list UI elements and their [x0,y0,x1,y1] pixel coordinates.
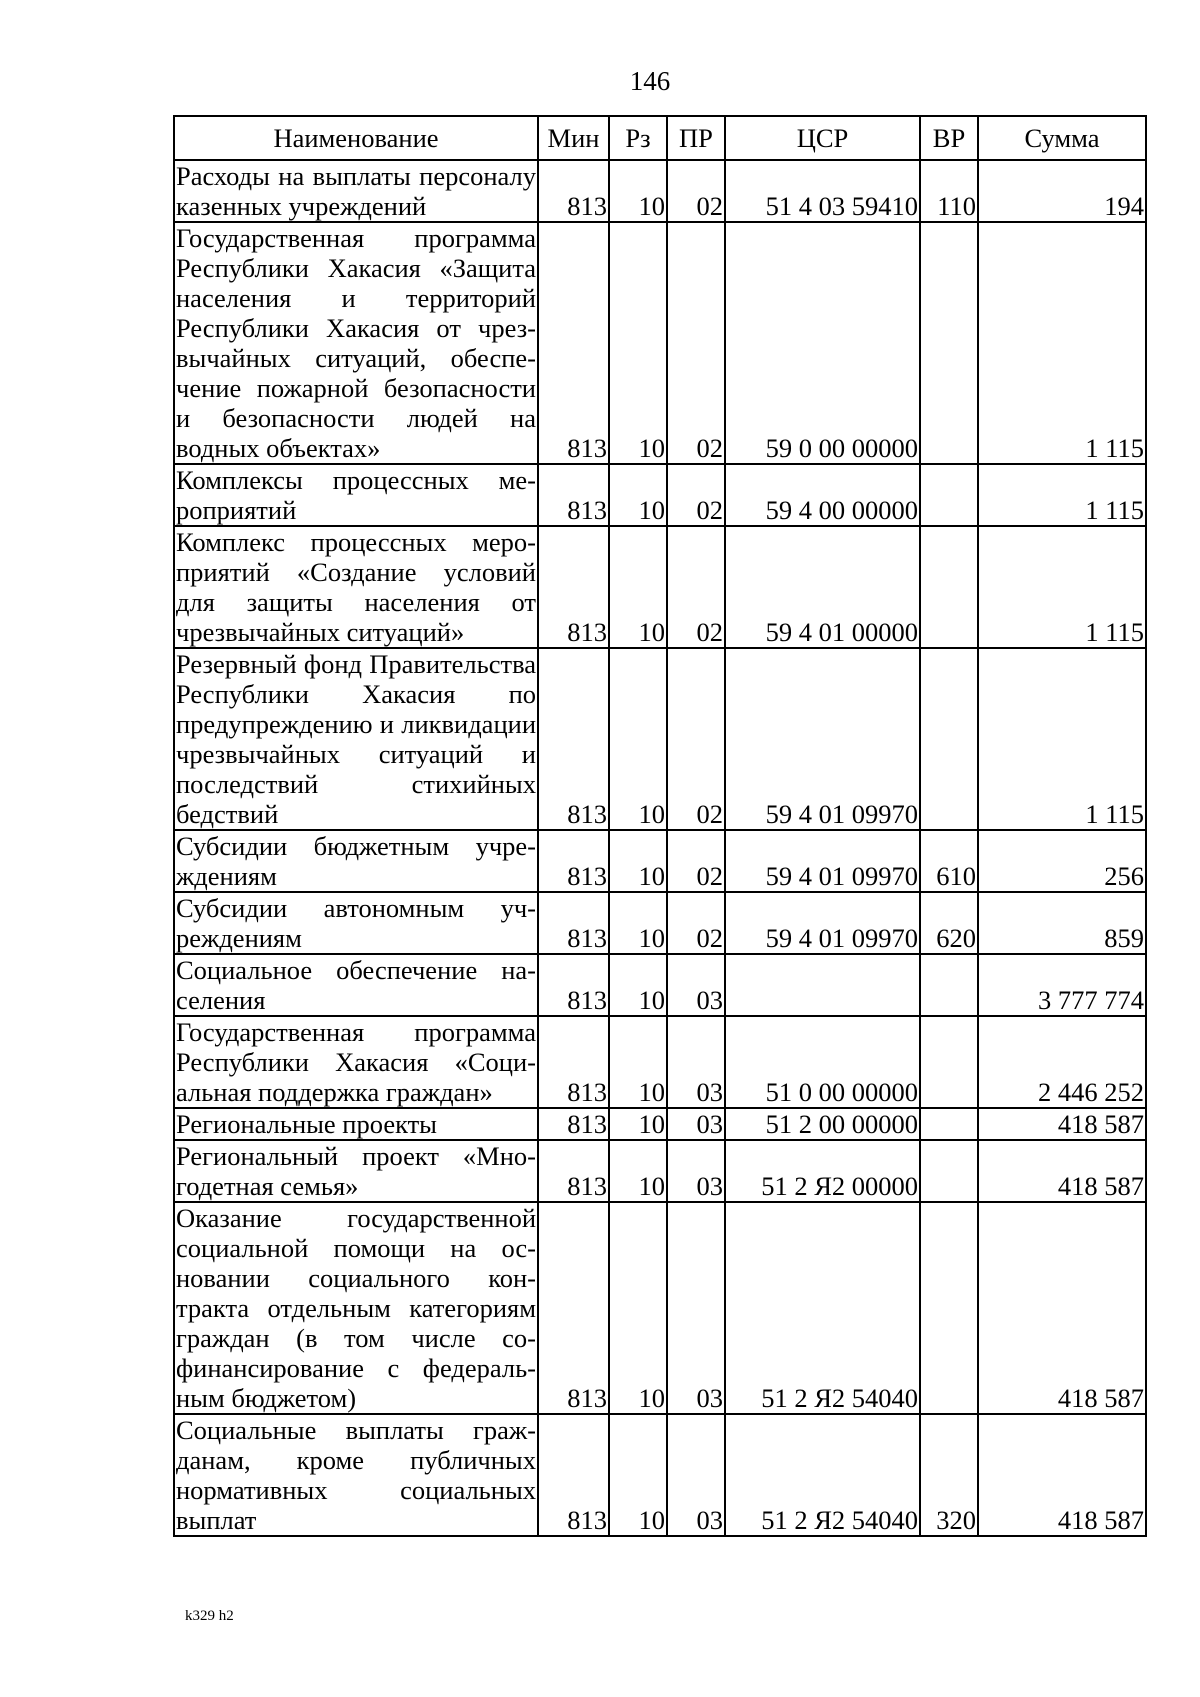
csr-cell: 51 2 Я2 00000 [725,1140,920,1202]
vr-cell [920,464,978,526]
min-cell: 813 [538,954,609,1016]
csr-cell: 51 0 00 00000 [725,1016,920,1108]
min-cell: 813 [538,1414,609,1536]
table-row [174,464,1146,526]
sum-cell: 194 [978,160,1146,222]
table-row [174,1108,1146,1140]
vr-cell [920,648,978,830]
header-name: Наименование [174,116,538,160]
header-vr: ВР [920,116,978,160]
rz-cell: 10 [609,1140,667,1202]
vr-cell [920,954,978,1016]
name-cell: Субсидии автономным учреждениям [176,893,536,953]
name-cell: Социальное обеспечение населения [176,955,536,1015]
vr-cell: 110 [920,160,978,222]
pr-cell: 02 [667,648,725,830]
footer-code: k329 h2 [185,1608,234,1624]
vr-cell [920,1202,978,1414]
header-pr: ПР [667,116,725,160]
rz-cell: 10 [609,222,667,464]
rz-cell: 10 [609,1108,667,1140]
name-cell: Государственная программа Республики Хакасия «Защита населения и территорий Республики Хакасия от чрезвычайных ситуаций, обеспечение пожарной безопасности и безопасности людей на водных объектах» [176,223,536,463]
csr-cell: 59 4 01 09970 [725,892,920,954]
sum-cell: 418 587 [978,1202,1146,1414]
pr-cell: 02 [667,830,725,892]
sum-cell: 3 777 774 [978,954,1146,1016]
pr-cell: 03 [667,1414,725,1536]
pr-cell: 02 [667,464,725,526]
sum-cell: 859 [978,892,1146,954]
rz-cell: 10 [609,1202,667,1414]
header-rz: Рз [609,116,667,160]
rz-cell: 10 [609,526,667,648]
min-cell: 813 [538,1016,609,1108]
csr-cell: 59 4 01 09970 [725,648,920,830]
min-cell: 813 [538,648,609,830]
rz-cell: 10 [609,830,667,892]
table-row [174,954,1146,1016]
rz-cell: 10 [609,892,667,954]
csr-cell: 51 2 Я2 54040 [725,1414,920,1536]
csr-cell: 59 0 00 00000 [725,222,920,464]
table-row [174,160,1146,222]
csr-cell: 51 2 Я2 54040 [725,1202,920,1414]
csr-cell: 51 2 00 00000 [725,1108,920,1140]
min-cell: 813 [538,1202,609,1414]
rz-cell: 10 [609,648,667,830]
csr-cell: 51 4 03 59410 [725,160,920,222]
pr-cell: 02 [667,892,725,954]
sum-cell: 2 446 252 [978,1016,1146,1108]
min-cell: 813 [538,160,609,222]
sum-cell: 418 587 [978,1108,1146,1140]
table-body [174,160,1146,1536]
table-row [174,648,1146,830]
rz-cell: 10 [609,464,667,526]
name-cell: Комплексы процессных мероприятий [176,465,536,525]
table-row [174,1140,1146,1202]
table-row [174,1202,1146,1414]
name-cell: Социальные выплаты гражданам, кроме публичных нормативных социальных выплат [176,1415,536,1535]
rz-cell: 10 [609,954,667,1016]
name-cell: Государственная программа Республики Хакасия «Социальная поддержка граждан» [176,1017,536,1107]
csr-cell: 59 4 01 09970 [725,830,920,892]
sum-cell: 418 587 [978,1140,1146,1202]
name-cell: Расходы на выплаты персоналу казенных учреждений [176,161,536,221]
pr-cell: 03 [667,1016,725,1108]
pr-cell: 03 [667,1202,725,1414]
min-cell: 813 [538,222,609,464]
min-cell: 813 [538,892,609,954]
sum-cell: 1 115 [978,464,1146,526]
vr-cell [920,1016,978,1108]
min-cell: 813 [538,1140,609,1202]
sum-cell: 418 587 [978,1414,1146,1536]
page-number: 146 [629,66,671,96]
name-cell: Оказание государственной социальной помощи на основании социального контракта отдельным категориям граждан (в том числе софинансирование с федеральным бюджетом) [176,1203,536,1413]
name-cell: Региональные проекты [174,1108,538,1140]
pr-cell: 02 [667,526,725,648]
vr-cell [920,526,978,648]
sum-cell: 1 115 [978,222,1146,464]
vr-cell [920,1140,978,1202]
min-cell: 813 [538,464,609,526]
sum-cell: 1 115 [978,526,1146,648]
table-row [174,892,1146,954]
vr-cell: 610 [920,830,978,892]
min-cell: 813 [538,1108,609,1140]
csr-cell [725,954,920,1016]
header-sum: Сумма [978,116,1146,160]
budget-table [173,115,1147,1537]
pr-cell: 03 [667,1140,725,1202]
csr-cell: 59 4 01 00000 [725,526,920,648]
table-row [174,222,1146,464]
csr-cell: 59 4 00 00000 [725,464,920,526]
name-cell: Резервный фонд Правительства Республики Хакасия по предупреждению и ликвидации чрезвычайных ситуаций и последствий стихийных бедствий [176,649,536,829]
sum-cell: 256 [978,830,1146,892]
header-min: Мин [538,116,609,160]
pr-cell: 02 [667,222,725,464]
pr-cell: 03 [667,1108,725,1140]
name-cell: Субсидии бюджетным учреждениям [176,831,536,891]
table-row [174,830,1146,892]
pr-cell: 03 [667,954,725,1016]
pr-cell: 02 [667,160,725,222]
name-cell: Региональный проект «Многодетная семья» [176,1141,536,1201]
table-row [174,1414,1146,1536]
rz-cell: 10 [609,1016,667,1108]
vr-cell [920,222,978,464]
min-cell: 813 [538,830,609,892]
min-cell: 813 [538,526,609,648]
sum-cell: 1 115 [978,648,1146,830]
table-row [174,526,1146,648]
vr-cell: 320 [920,1414,978,1536]
name-cell: Комплекс процессных мероприятий «Создание условий для защиты населения от чрезвычайных ситуаций» [176,527,536,647]
rz-cell: 10 [609,1414,667,1536]
rz-cell: 10 [609,160,667,222]
table-row [174,1016,1146,1108]
table-header-row [174,116,1146,160]
header-csr: ЦСР [725,116,920,160]
vr-cell [920,1108,978,1140]
vr-cell: 620 [920,892,978,954]
